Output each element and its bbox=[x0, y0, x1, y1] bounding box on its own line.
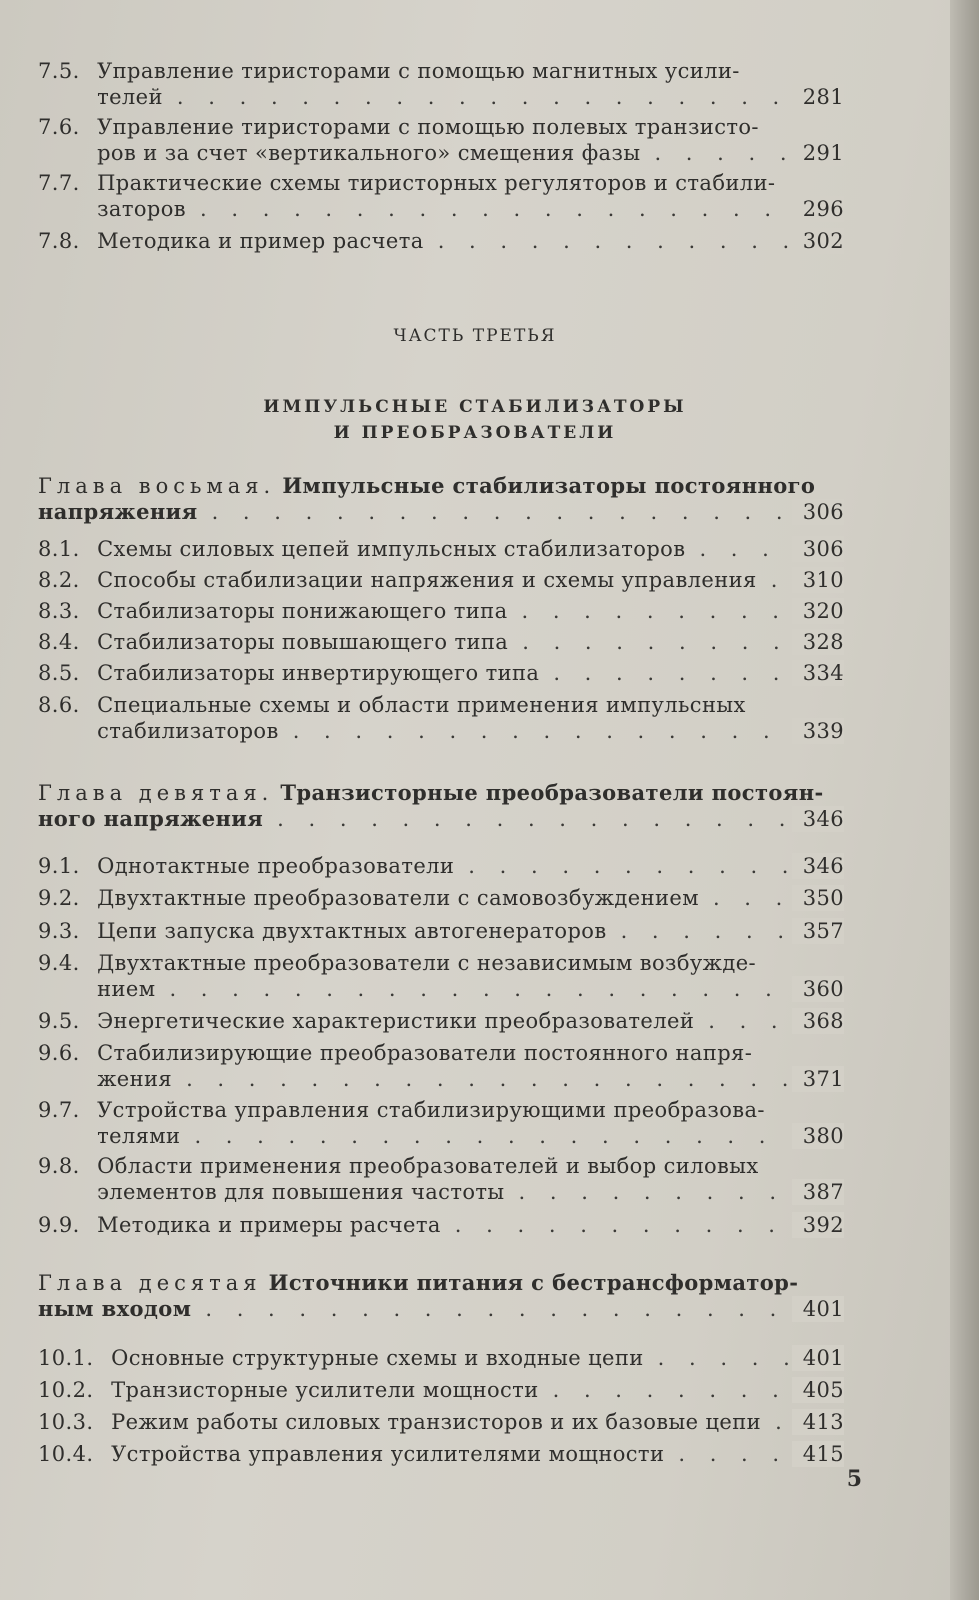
page-number: 405 bbox=[792, 1377, 844, 1403]
toc-entry-9-8 bbox=[38, 1153, 844, 1205]
chapter-heading-9 bbox=[38, 780, 844, 832]
section-title-cont: стабилизаторов bbox=[97, 719, 279, 743]
section-title-cont: нием bbox=[97, 977, 156, 1001]
page-number: 413 bbox=[792, 1409, 844, 1435]
page-number: 371 bbox=[792, 1066, 844, 1092]
chapter-title: Транзисторные преобразователи постоян- bbox=[280, 780, 824, 805]
page-number: 334 bbox=[792, 660, 844, 686]
toc-entry-8-3 bbox=[38, 598, 844, 624]
section-title: Области применения преобразователей и выбор силовых bbox=[97, 1154, 759, 1178]
section-title-cont: ров и за счет «вертикального» смещения фазы bbox=[97, 141, 641, 165]
toc-entry-9-5 bbox=[38, 1008, 844, 1034]
page-number: 368 bbox=[792, 1008, 844, 1034]
toc-entry-10-4 bbox=[38, 1441, 844, 1467]
chapter-label: Глава восьмая. bbox=[38, 474, 276, 498]
section-number: 9.3. bbox=[38, 919, 80, 943]
page-number: 401 bbox=[792, 1296, 844, 1322]
page-number: 306 bbox=[792, 499, 844, 525]
page-number: 296 bbox=[792, 196, 844, 222]
toc-entry-10-3 bbox=[38, 1409, 844, 1435]
toc-entry-8-4 bbox=[38, 629, 844, 655]
section-title: Специальные схемы и области применения импульсных bbox=[97, 693, 746, 717]
page-number: 346 bbox=[792, 806, 844, 832]
toc-entry-10-2 bbox=[38, 1377, 844, 1403]
chapter-label: Глава девятая. bbox=[38, 781, 274, 805]
page-number: 387 bbox=[792, 1179, 844, 1205]
toc-entry-9-1 bbox=[38, 853, 844, 879]
chapter-title-cont: ного напряжения bbox=[38, 806, 264, 831]
page-number: 302 bbox=[792, 228, 844, 254]
part-title-line2: И ПРЕОБРАЗОВАТЕЛИ bbox=[333, 423, 617, 443]
section-title-cont: телей bbox=[97, 85, 163, 109]
toc-entry-8-5 bbox=[38, 660, 844, 686]
chapter-heading-10 bbox=[38, 1270, 844, 1322]
section-title: Однотактные преобразователи bbox=[97, 854, 455, 878]
section-title-cont: жения bbox=[97, 1067, 173, 1091]
page-number: 357 bbox=[792, 918, 844, 944]
page-number: 392 bbox=[792, 1212, 844, 1238]
section-title: Управление тиристорами с помощью полевых транзисто- bbox=[97, 115, 759, 139]
page-number: 339 bbox=[792, 718, 844, 744]
page-number: 415 bbox=[792, 1441, 844, 1467]
section-title: Стабилизаторы понижающего типа bbox=[97, 599, 508, 623]
page-number: 291 bbox=[792, 140, 844, 166]
page-number: 320 bbox=[792, 598, 844, 624]
part-title-line1: ИМПУЛЬСНЫЕ СТАБИЛИЗАТОРЫ bbox=[263, 397, 687, 417]
section-number: 9.2. bbox=[38, 886, 80, 910]
page-number: 380 bbox=[792, 1123, 844, 1149]
section-number: 8.4. bbox=[38, 630, 80, 654]
page-number: 306 bbox=[792, 536, 844, 562]
section-title-cont: элементов для повышения частоты bbox=[97, 1180, 505, 1204]
page-number: 328 bbox=[792, 629, 844, 655]
toc-entry-9-7 bbox=[38, 1097, 844, 1149]
chapter-title-cont: напряжения bbox=[38, 499, 198, 524]
toc-entry-10-1 bbox=[38, 1345, 844, 1371]
toc-entry-7-5 bbox=[38, 58, 844, 110]
toc-entry-8-1 bbox=[38, 536, 844, 562]
section-number: 10.3. bbox=[38, 1410, 94, 1434]
section-number: 9.4. bbox=[38, 951, 80, 975]
section-title: Стабилизаторы инвертирующего типа bbox=[97, 661, 540, 685]
section-title: Цепи запуска двухтактных автогенераторов bbox=[97, 919, 607, 943]
folio-page-number: 5 bbox=[846, 1466, 862, 1492]
chapter-heading-8 bbox=[38, 473, 844, 525]
toc-entry-9-4 bbox=[38, 950, 844, 1002]
section-number: 10.2. bbox=[38, 1378, 94, 1402]
section-title: Методика и примеры расчета bbox=[97, 1213, 441, 1237]
section-number: 9.6. bbox=[38, 1041, 80, 1065]
page-number: 310 bbox=[792, 567, 844, 593]
section-number: 8.5. bbox=[38, 661, 80, 685]
section-number: 9.7. bbox=[38, 1098, 80, 1122]
section-title: Транзисторные усилители мощности bbox=[111, 1378, 539, 1402]
section-title: Энергетические характеристики преобразователей bbox=[97, 1009, 695, 1033]
part-label: ЧАСТЬ ТРЕТЬЯ bbox=[393, 326, 557, 346]
section-number: 7.5. bbox=[38, 59, 80, 83]
toc-entry-8-2 bbox=[38, 567, 844, 593]
section-title: Устройства управления стабилизирующими преобразова- bbox=[97, 1098, 765, 1122]
page-number: 401 bbox=[792, 1345, 844, 1371]
page-number: 360 bbox=[792, 976, 844, 1002]
section-title: Режим работы силовых транзисторов и их базовые цепи bbox=[111, 1410, 762, 1434]
section-number: 8.3. bbox=[38, 599, 80, 623]
section-number: 8.1. bbox=[38, 537, 80, 561]
section-number: 7.6. bbox=[38, 115, 80, 139]
section-number: 8.6. bbox=[38, 693, 80, 717]
section-number: 7.8. bbox=[38, 229, 80, 253]
section-title: Практические схемы тиристорных регуляторов и стабили- bbox=[97, 171, 776, 195]
section-title: Управление тиристорами с помощью магнитных усили- bbox=[97, 59, 740, 83]
section-number: 9.5. bbox=[38, 1009, 80, 1033]
toc-entry-9-3 bbox=[38, 918, 844, 944]
chapter-title: Источники питания с бестрансформатор- bbox=[268, 1270, 799, 1295]
section-number: 8.2. bbox=[38, 568, 80, 592]
toc-entry-7-7 bbox=[38, 170, 844, 222]
section-title: Схемы силовых цепей импульсных стабилизаторов bbox=[97, 537, 686, 561]
chapter-title: Импульсные стабилизаторы постоянного bbox=[282, 473, 816, 498]
section-title: Методика и пример расчета bbox=[97, 229, 424, 253]
section-number: 9.9. bbox=[38, 1213, 80, 1237]
toc-entry-9-2 bbox=[38, 885, 844, 911]
toc-entry-8-6 bbox=[38, 692, 844, 744]
section-title: Стабилизирующие преобразователи постоянного напря- bbox=[97, 1041, 753, 1065]
section-number: 9.8. bbox=[38, 1154, 80, 1178]
page-number: 350 bbox=[792, 885, 844, 911]
toc-entry-7-6 bbox=[38, 114, 844, 166]
section-number: 9.1. bbox=[38, 854, 80, 878]
chapter-label: Глава десятая bbox=[38, 1271, 262, 1295]
toc-entry-9-9 bbox=[38, 1212, 844, 1238]
section-title: Основные структурные схемы и входные цепи bbox=[111, 1346, 644, 1370]
section-title-cont: телями bbox=[97, 1124, 181, 1148]
section-title: Стабилизаторы повышающего типа bbox=[97, 630, 509, 654]
book-edge bbox=[950, 0, 979, 1600]
section-number: 10.1. bbox=[38, 1346, 94, 1370]
toc-entry-9-6 bbox=[38, 1040, 844, 1092]
section-title: Устройства управления усилителями мощности bbox=[111, 1442, 665, 1466]
toc-entry-7-8 bbox=[38, 228, 844, 254]
section-number: 7.7. bbox=[38, 171, 80, 195]
section-title: Двухтактные преобразователи с самовозбуждением bbox=[97, 886, 699, 910]
section-title: Способы стабилизации напряжения и схемы управления bbox=[97, 568, 757, 592]
page-number: 281 bbox=[792, 84, 844, 110]
section-title-cont: заторов bbox=[97, 197, 187, 221]
chapter-title-cont: ным входом bbox=[38, 1296, 192, 1321]
page-number: 346 bbox=[792, 853, 844, 879]
section-title: Двухтактные преобразователи с независимым возбужде- bbox=[97, 951, 757, 975]
section-number: 10.4. bbox=[38, 1442, 94, 1466]
